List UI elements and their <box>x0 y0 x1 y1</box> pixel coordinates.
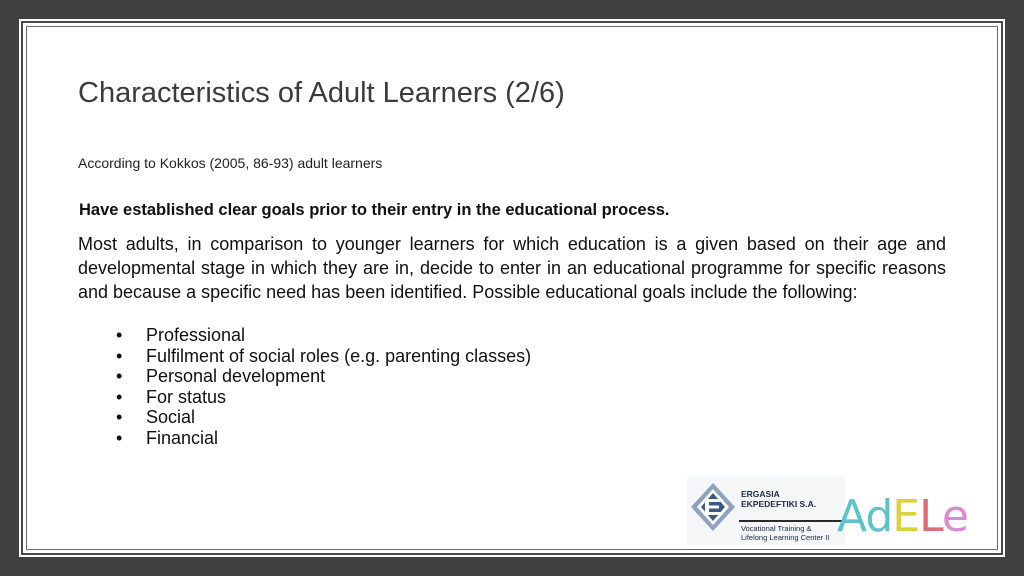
bullet-icon: • <box>116 345 123 366</box>
adele-letter: A <box>837 491 866 542</box>
ergasia-tagline: Vocational Training & Lifelong Learning Center II <box>741 524 830 542</box>
adele-letter: E <box>892 491 920 542</box>
slide-title: Characteristics of Adult Learners (2/6) <box>78 77 565 109</box>
goals-list <box>78 325 531 448</box>
slide-subtitle: According to Kokkos (2005, 86-93) adult learners <box>78 155 383 171</box>
list-item: • Social <box>116 407 196 427</box>
adele-letter: d <box>865 491 893 542</box>
section-heading: Have established clear goals prior to their entry in the educational process. <box>79 201 670 219</box>
bullet-icon: • <box>116 366 123 386</box>
logo-divider <box>739 520 843 522</box>
bullet-icon: • <box>116 325 123 345</box>
ergasia-name: ERGASIA EKPEDEFTIKI S.A. <box>741 489 817 509</box>
adele-letter: L <box>919 491 942 542</box>
partner-logos <box>687 473 987 549</box>
list-item: • For status <box>116 386 227 407</box>
bullet-icon: • <box>116 407 123 427</box>
list-item: • Fulfilment of social roles (e.g. parenting classes) <box>116 345 532 366</box>
list-item: • Professional <box>116 325 246 345</box>
slide <box>21 21 1003 555</box>
adele-logo <box>837 491 968 542</box>
list-item: • Financial <box>116 427 219 448</box>
body-paragraph: Most adults, in comparison to younger learners for which education is a given based on their age and developmental stage in which they are in, decide to enter in an educational programme for specific reasons and because a specific need has been identified. Possible educational goals include the following: <box>78 234 946 302</box>
adele-letter: e <box>941 491 968 542</box>
bullet-icon: • <box>116 386 123 407</box>
bullet-icon: • <box>116 427 123 448</box>
ergasia-logo <box>687 477 845 545</box>
ergasia-emblem-icon <box>687 477 739 545</box>
list-item: • Personal development <box>116 366 326 386</box>
